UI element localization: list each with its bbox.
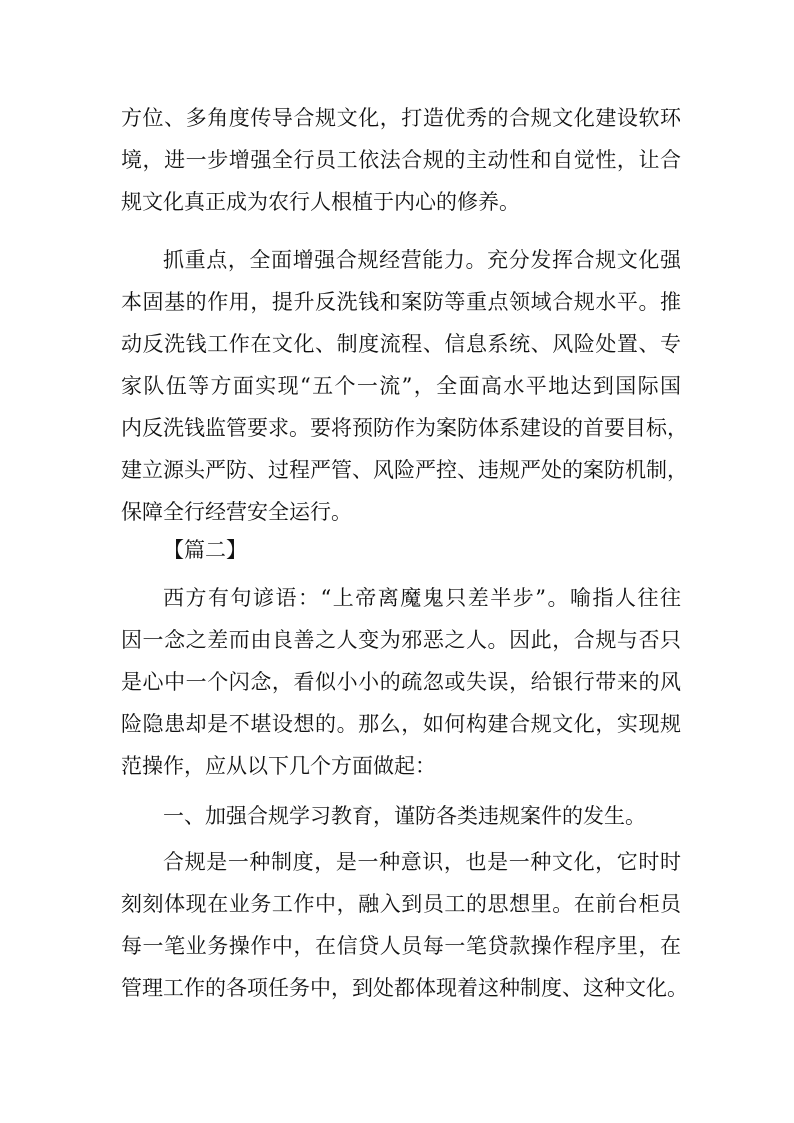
- paragraph-3-line-1: 西方有句谚语：“上帝离魔鬼只差半步”。喻指人往往: [163, 586, 681, 610]
- paragraph-5-line-4: 管理工作的各项任务中，到处都体现着这种制度、这种文化。: [121, 976, 688, 1000]
- section-heading: 【篇二】: [163, 538, 247, 562]
- paragraph-1-line-3: 规文化真正成为农行人根植于内心的修养。: [121, 190, 520, 214]
- paragraph-2-line-6: 建立源头严防、过程严管、风险严控、违规严处的案防机制，: [121, 458, 688, 482]
- paragraph-2-line-4: 家队伍等方面实现“五个一流”，全面高水平地达到国际国: [121, 374, 681, 398]
- paragraph-3-line-5: 范操作，应从以下几个方面做起：: [121, 754, 436, 778]
- paragraph-5-line-3: 每一笔业务操作中，在信贷人员每一笔贷款操作程序里，在: [121, 934, 681, 958]
- paragraph-3-line-2: 因一念之差而由良善之人变为邪恶之人。因此，合规与否只: [121, 628, 681, 652]
- paragraph-1-line-2: 境，进一步增强全行员工依法合规的主动性和自觉性，让合: [121, 148, 681, 172]
- paragraph-1-line-1: 方位、多角度传导合规文化，打造优秀的合规文化建设软环: [121, 106, 681, 130]
- paragraph-2-line-5: 内反洗钱监管要求。要将预防作为案防体系建设的首要目标，: [121, 416, 688, 440]
- paragraph-4-line-1: 一、加强合规学习教育，谨防各类违规案件的发生。: [163, 804, 646, 828]
- paragraph-2-line-1: 抓重点，全面增强合规经营能力。充分发挥合规文化强: [163, 248, 681, 272]
- paragraph-5-line-2: 刻刻体现在业务工作中，融入到员工的思想里。在前台柜员: [121, 892, 681, 916]
- paragraph-2-line-3: 动反洗钱工作在文化、制度流程、信息系统、风险处置、专: [121, 332, 681, 356]
- paragraph-2-line-2: 本固基的作用，提升反洗钱和案防等重点领域合规水平。推: [121, 290, 681, 314]
- paragraph-3-line-3: 是心中一个闪念，看似小小的疏忽或失误，给银行带来的风: [121, 670, 681, 694]
- paragraph-3-line-4: 险隐患却是不堪设想的。那么，如何构建合规文化，实现规: [121, 712, 681, 736]
- paragraph-2-line-7: 保障全行经营安全运行。: [121, 500, 352, 524]
- paragraph-5-line-1: 合规是一种制度，是一种意识，也是一种文化，它时时: [163, 850, 681, 874]
